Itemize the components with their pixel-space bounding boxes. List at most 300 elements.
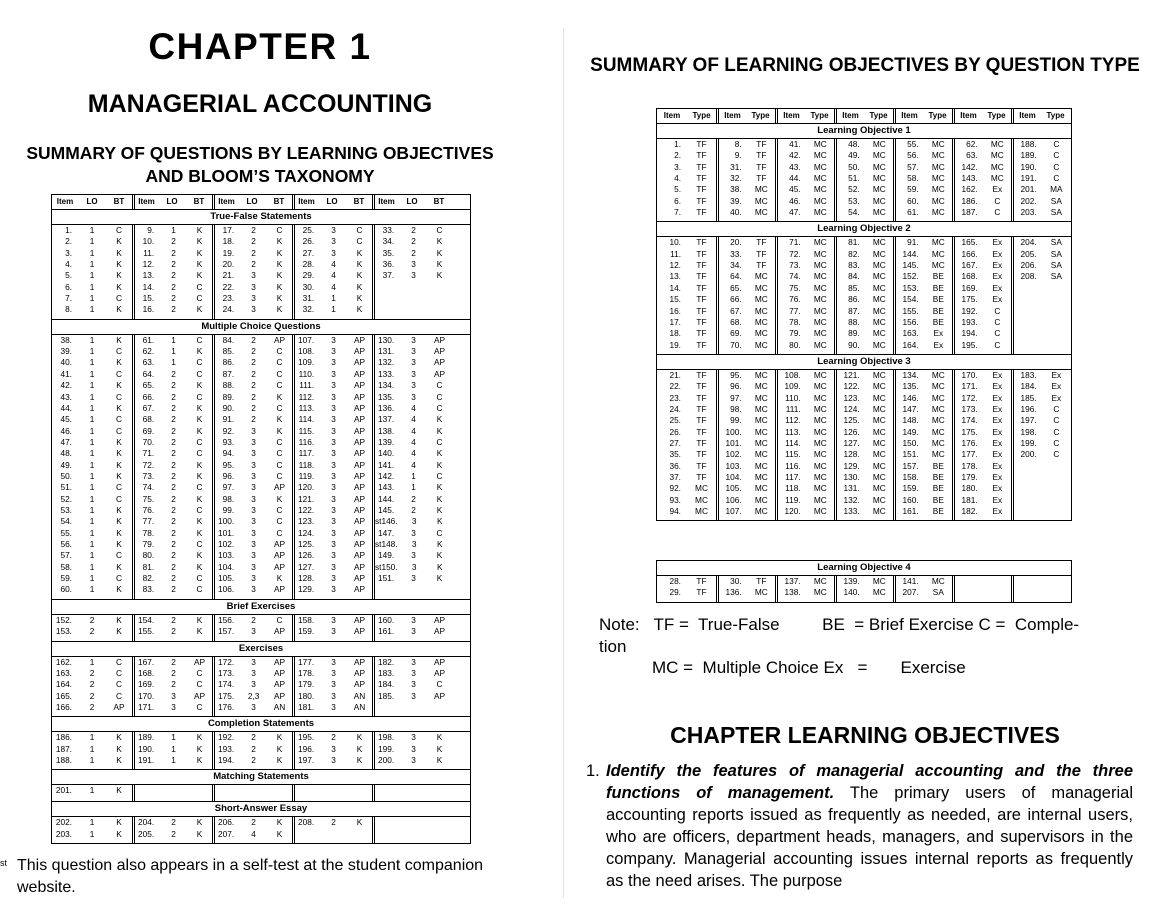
item-number: 77.	[142, 516, 155, 527]
table-row	[778, 294, 834, 305]
item-number: 170.	[138, 690, 155, 701]
question-type: MC	[754, 184, 768, 195]
table-row	[375, 528, 452, 539]
bloom-level: AP	[273, 690, 286, 701]
learning-objective: 1	[89, 391, 95, 402]
item-number: 84.	[222, 334, 235, 345]
question-type: Ex	[992, 381, 1003, 392]
section-title: Brief Exercises	[52, 599, 470, 615]
table-row	[375, 460, 452, 471]
item-number: 176.	[218, 701, 235, 712]
learning-objective: 3	[411, 538, 417, 549]
learning-objective: 2	[171, 493, 176, 504]
item-number: 80.	[789, 339, 801, 350]
item-number: 62.	[142, 346, 155, 357]
question-type: MC	[754, 403, 768, 414]
column-header: Item	[132, 195, 158, 209]
column-header: LO	[166, 197, 178, 206]
column-header: Item	[952, 109, 982, 123]
table-row	[955, 237, 1011, 248]
table-row	[375, 403, 452, 414]
item-number: 178.	[298, 667, 315, 678]
table-row	[215, 573, 292, 584]
table-row	[375, 437, 452, 448]
table-row	[896, 449, 952, 460]
learning-objective: 1	[89, 304, 95, 315]
table-row	[1014, 393, 1070, 404]
learning-objective: 3	[251, 667, 256, 678]
question-type: MC	[813, 248, 827, 259]
item-number: 1.	[674, 139, 681, 149]
item-number: 104.	[725, 472, 742, 483]
item-number: 87.	[848, 305, 860, 316]
item-number: 141.	[902, 576, 919, 586]
item-number: 39.	[730, 195, 742, 206]
item-number: 50.	[60, 470, 72, 481]
item-number: 171.	[138, 701, 155, 712]
item-group	[132, 615, 212, 641]
item-number: 27.	[669, 438, 681, 448]
item-number: 181.	[298, 701, 315, 712]
bloom-level: K	[436, 573, 443, 584]
bloom-level: C	[196, 357, 203, 368]
item-group	[212, 225, 292, 319]
table-row	[896, 207, 952, 218]
table-row	[896, 393, 952, 404]
learning-objective: 3	[331, 667, 336, 678]
question-type: TF	[696, 294, 707, 305]
table-row	[52, 403, 132, 414]
item-number: 128.	[298, 573, 315, 584]
item-number: 67.	[142, 402, 155, 413]
column-header: Type	[987, 111, 1006, 120]
table-row	[719, 150, 775, 161]
table-row	[657, 283, 716, 294]
item-group	[716, 576, 775, 602]
item-number: 119.	[785, 494, 801, 505]
learning-objective: 1	[89, 743, 95, 754]
bloom-level: K	[196, 247, 203, 258]
learning-objective: 3	[331, 656, 336, 667]
summary-heading-line2: AND BLOOM’S TAXONOMY	[145, 166, 375, 186]
bloom-level: K	[196, 470, 203, 481]
learning-objective: 1	[89, 584, 95, 595]
item-group	[292, 785, 372, 801]
bloom-level: AP	[353, 516, 366, 527]
table-row	[778, 173, 834, 184]
table-row	[837, 249, 893, 260]
item-number: 206.	[218, 817, 235, 828]
learning-objective: 3	[411, 346, 416, 357]
learning-objective: 2	[171, 304, 176, 315]
bloom-level: K	[436, 538, 443, 549]
question-type: TF	[696, 381, 707, 392]
column-header: Type	[810, 111, 829, 120]
question-type: TF	[696, 161, 707, 172]
table-row	[135, 562, 212, 573]
item-number: 120.	[298, 482, 315, 493]
table-row	[837, 370, 893, 381]
footnote	[0, 855, 517, 899]
learning-objective: 3	[331, 701, 336, 712]
item-number: 97.	[222, 482, 235, 493]
item-number: 22.	[669, 381, 681, 392]
bloom-level: AP	[353, 459, 366, 470]
learning-objective: 1	[89, 550, 95, 561]
table-row	[215, 403, 292, 414]
question-type: MC	[695, 494, 708, 505]
item-number: 201.	[1020, 184, 1037, 195]
learning-objective: 2	[171, 667, 176, 678]
item-number: 204.	[1020, 237, 1037, 248]
learning-objective: 2	[251, 380, 256, 391]
question-type: C	[1053, 139, 1060, 149]
learning-objective: 2	[171, 470, 176, 481]
table-row	[375, 357, 452, 368]
table-row	[375, 448, 452, 459]
question-type: MC	[754, 294, 768, 305]
table-row	[1014, 271, 1070, 282]
learning-objective: 2	[171, 573, 176, 584]
learning-objective: 3	[331, 573, 336, 584]
bloom-level: C	[196, 281, 203, 292]
bloom-level: K	[196, 614, 203, 625]
learning-objective: 2	[251, 357, 256, 368]
item-number: 146.	[902, 392, 919, 403]
table-row	[295, 550, 372, 561]
item-number: 122.	[298, 504, 315, 515]
item-number: 104.	[218, 561, 235, 572]
summary-heading-line1: SUMMARY OF QUESTIONS BY LEARNING OBJECTIVES	[26, 143, 494, 163]
item-number: 194.	[961, 328, 978, 339]
item-number: 59.	[907, 184, 919, 195]
learning-objective: 1	[89, 817, 95, 828]
bloom-level: K	[116, 614, 122, 625]
table-row	[375, 657, 452, 668]
item-number: 174.	[218, 679, 235, 690]
question-type: MC	[813, 438, 827, 448]
column-header: Type	[928, 111, 947, 120]
item-number: 193.	[218, 743, 235, 754]
table-row	[778, 427, 834, 438]
bloom-level: K	[276, 270, 283, 281]
table-row	[1014, 381, 1070, 392]
learning-objective: 2	[171, 414, 176, 425]
table-row	[375, 573, 452, 584]
item-number: 142.	[378, 470, 395, 481]
question-type: MC	[813, 328, 827, 339]
table-row	[719, 404, 775, 415]
question-type: Ex	[992, 369, 1003, 380]
table-row	[896, 162, 952, 173]
table-row	[295, 702, 372, 713]
item-number: 134.	[378, 380, 395, 391]
bloom-level: K	[436, 504, 443, 515]
bloom-level: C	[276, 448, 283, 459]
table-row	[215, 437, 292, 448]
table-row	[52, 785, 132, 796]
item-number: 192.	[961, 305, 978, 316]
item-number: 15.	[142, 293, 155, 304]
table-row	[215, 539, 292, 550]
item-number: 91.	[907, 237, 919, 248]
learning-objective: 1	[411, 470, 416, 481]
bloom-level: K	[116, 584, 122, 595]
learning-objective: 2	[171, 656, 176, 667]
table-row	[135, 482, 212, 493]
table-row	[52, 448, 132, 459]
bloom-level: AP	[353, 667, 366, 678]
item-number: 207.	[218, 828, 235, 839]
item-number: 186.	[55, 732, 72, 743]
question-type: MC	[813, 460, 827, 471]
question-type: BE	[932, 282, 944, 293]
section-title: Matching Statements	[52, 769, 470, 785]
table-row	[778, 184, 834, 195]
learning-objective: 2	[171, 626, 176, 637]
bloom-level: C	[276, 380, 283, 391]
table-row	[215, 482, 292, 493]
bloom-level: AN	[273, 701, 286, 712]
item-number: 120.	[784, 506, 801, 517]
item-number: 130.	[843, 472, 860, 483]
table-row	[295, 392, 372, 403]
column-header: Type	[751, 111, 770, 120]
section-title: Learning Objective 3	[657, 354, 1071, 370]
item-group	[212, 817, 292, 843]
item-number: 6.	[674, 195, 681, 206]
learning-objective: 2	[411, 247, 416, 258]
table-row	[1014, 237, 1070, 248]
item-group	[775, 237, 834, 354]
table-row	[657, 139, 716, 150]
learning-objective: 2	[89, 614, 95, 625]
item-number: 10.	[669, 237, 681, 248]
item-group	[657, 139, 716, 221]
item-group	[132, 817, 212, 843]
table-row	[719, 370, 775, 381]
item-number: 184.	[1020, 381, 1037, 392]
item-number: 201.	[55, 785, 72, 796]
learning-objective: 1	[89, 459, 95, 470]
table-row	[295, 562, 372, 573]
bloom-level: K	[196, 402, 203, 413]
item-number: 176.	[961, 438, 978, 448]
table-row	[896, 294, 952, 305]
item-number: 162.	[961, 184, 978, 195]
bloom-level: AP	[353, 402, 366, 413]
table-row	[955, 438, 1011, 449]
learning-objective: 4	[331, 259, 336, 270]
table-row	[375, 494, 452, 505]
question-type: TF	[696, 237, 707, 248]
question-type: MC	[813, 161, 827, 172]
table-row	[375, 516, 452, 527]
item-number: 153.	[55, 626, 72, 637]
question-type: TF	[696, 369, 707, 380]
table-row	[52, 437, 132, 448]
table-row	[52, 829, 132, 840]
item-number: 11.	[670, 248, 681, 259]
item-number: 111.	[785, 403, 801, 414]
column-header: Item	[775, 109, 805, 123]
table-row	[896, 506, 952, 517]
item-number: 109.	[784, 381, 801, 392]
table-row	[375, 482, 452, 493]
table-row	[135, 528, 212, 539]
section-body	[52, 817, 470, 843]
item-number: 2.	[674, 150, 681, 161]
learning-objective: 2	[171, 504, 176, 515]
item-number: 182.	[378, 656, 395, 667]
item-number: 115.	[785, 449, 801, 460]
question-type: MC	[931, 184, 945, 195]
objectives-by-type-table	[656, 108, 1072, 521]
item-number: 15.	[669, 294, 681, 305]
footnote-mark: st	[0, 858, 8, 868]
bloom-level: C	[276, 527, 283, 538]
learning-objective: 2	[251, 754, 256, 765]
question-type: Ex	[992, 472, 1003, 483]
bloom-level: AP	[353, 679, 366, 690]
table-row	[135, 437, 212, 448]
table-row	[375, 426, 452, 437]
section-title: Learning Objective 1	[657, 124, 1071, 139]
question-type: Ex	[992, 449, 1003, 460]
item-group	[1011, 139, 1070, 221]
bloom-level: K	[196, 817, 203, 828]
table-row	[215, 392, 292, 403]
item-number: 98.	[222, 493, 235, 504]
table-row	[657, 184, 716, 195]
table-row	[135, 225, 212, 236]
bloom-level: K	[116, 743, 122, 754]
learning-objective: 3	[331, 470, 336, 481]
item-number: 79.	[789, 328, 801, 339]
table-row	[778, 404, 834, 415]
table-row	[52, 346, 132, 357]
question-type: MC	[754, 472, 768, 483]
table-row	[837, 150, 893, 161]
item-number: 16.	[142, 304, 155, 315]
table-row	[295, 528, 372, 539]
item-number: 183.	[1020, 369, 1037, 380]
learning-objective: 3	[411, 614, 416, 625]
item-number: 40.	[60, 357, 72, 368]
item-number: 164.	[55, 679, 72, 690]
question-type: BE	[932, 294, 944, 305]
question-type: MC	[872, 328, 886, 339]
section-title: Multiple Choice Questions	[52, 319, 470, 335]
learning-objective: 3	[251, 701, 256, 712]
question-type: MC	[813, 260, 827, 271]
table-row	[1014, 173, 1070, 184]
bloom-level: K	[196, 225, 203, 235]
bloom-level: C	[116, 346, 122, 357]
question-type: Ex	[992, 282, 1003, 293]
question-type: MC	[813, 207, 827, 218]
item-number: 36.	[669, 460, 681, 471]
table-row	[215, 426, 292, 437]
learning-objective: 3	[411, 516, 417, 527]
table-row	[295, 505, 372, 516]
item-group	[372, 225, 452, 319]
table-row	[778, 139, 834, 150]
table-row	[135, 516, 212, 527]
table-row	[52, 562, 132, 573]
learning-objective: 2	[171, 436, 176, 447]
table-row	[215, 657, 292, 668]
question-type: MC	[754, 316, 768, 327]
table-row	[52, 335, 132, 346]
item-group	[292, 732, 372, 769]
item-number: 71.	[789, 237, 801, 248]
table-row	[955, 207, 1011, 218]
item-number: 128.	[843, 449, 860, 460]
question-type: MC	[813, 403, 827, 414]
table-row	[215, 236, 292, 247]
table-row	[837, 461, 893, 472]
bloom-level: K	[116, 626, 122, 637]
bloom-level: AP	[433, 334, 446, 345]
bloom-level: C	[276, 459, 283, 470]
bloom-level: K	[116, 732, 122, 743]
item-number: 175.	[961, 294, 978, 305]
item-number: 163.	[902, 328, 919, 339]
question-type: MA	[1050, 184, 1063, 195]
question-type: MC	[813, 294, 827, 305]
column-header: Item	[893, 109, 923, 123]
item-number: 68.	[730, 316, 742, 327]
bloom-level: K	[356, 754, 363, 765]
section-title: Completion Statements	[52, 716, 470, 732]
item-number: 145.	[378, 504, 395, 515]
question-type: MC	[872, 472, 886, 483]
question-type: MC	[813, 381, 827, 392]
item-group	[1011, 576, 1070, 602]
learning-objective: 1	[171, 754, 176, 765]
question-type: C	[994, 328, 1001, 339]
table-row	[719, 576, 775, 587]
bloom-level: AP	[353, 538, 366, 549]
table-row	[837, 173, 893, 184]
bloom-level: K	[116, 828, 122, 839]
table-row	[52, 392, 132, 403]
table-row	[135, 392, 212, 403]
table-row	[896, 237, 952, 248]
learning-objective: 1	[89, 414, 95, 425]
table-row	[215, 357, 292, 368]
item-number: 135.	[902, 381, 919, 392]
summary-heading	[0, 142, 520, 188]
table-row	[837, 576, 893, 587]
bloom-level: AP	[353, 368, 366, 379]
table-row	[778, 249, 834, 260]
table-row	[52, 657, 132, 668]
bloom-level: K	[436, 732, 443, 743]
table-row	[719, 196, 775, 207]
learning-objective: 3	[331, 346, 336, 357]
learning-objective: 1	[89, 402, 95, 413]
item-number: 196.	[1020, 403, 1037, 414]
bloom-level: K	[276, 391, 283, 402]
item-number: 151.	[378, 573, 395, 584]
bloom-level: K	[276, 828, 283, 839]
item-number: 148.	[902, 415, 919, 426]
item-number: 43.	[60, 391, 72, 402]
table-row	[52, 293, 132, 304]
bloom-level: C	[436, 402, 443, 413]
